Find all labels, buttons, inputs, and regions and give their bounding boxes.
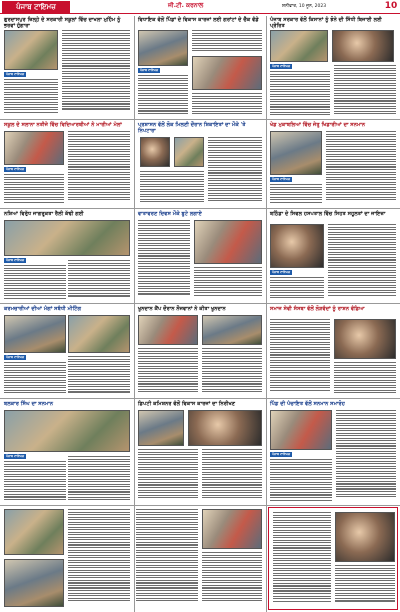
article-body bbox=[138, 449, 198, 503]
article-school-results bbox=[2, 121, 132, 207]
article-body bbox=[270, 319, 330, 396]
article-photo bbox=[270, 131, 322, 175]
headline: ਨਸ਼ਿਆਂ ਵਿਰੁੱਧ ਜਾਗਰੂਕਤਾ ਰੈਲੀ ਕੱਢੀ ਗਈ bbox=[4, 211, 84, 217]
article-body bbox=[334, 65, 396, 117]
article-tree-plantation bbox=[136, 210, 264, 302]
article-body bbox=[4, 265, 66, 301]
dateline-tag: ਪੰਜਾਬ ਟਾਇਮਜ਼ bbox=[6, 72, 25, 76]
article-body bbox=[4, 362, 66, 396]
article-employee-meeting bbox=[2, 305, 132, 397]
headline: ਸਕੂਲ ਦੇ ਸਲਾਨਾ ਨਤੀਜੇ ਵਿੱਚ ਵਿਦਿਆਰਥੀਆਂ ਨੇ ਮਾਰੀਆਂ ਮੱਲਾਂ bbox=[4, 122, 122, 128]
article-balkar-singh bbox=[2, 400, 132, 504]
article-drug-awareness bbox=[2, 210, 132, 302]
article-blood-donation bbox=[136, 305, 264, 397]
headline: ਗੁਰਦਾਸਪੁਰ ਜ਼ਿਲ੍ਹੇ ਦੇ ਸਰਕਾਰੀ ਸਕੂਲਾਂ ਵਿੱਚ ਦਾਖਲਾ ਮੁਹਿੰਮ ਨੂੰ ਭਰਵਾਂ ਹੁੰਗਾਰਾ bbox=[4, 17, 121, 30]
article-body bbox=[208, 137, 262, 206]
article-body bbox=[270, 277, 324, 301]
article-body bbox=[334, 362, 396, 396]
article-body bbox=[138, 75, 188, 117]
article-body bbox=[270, 184, 322, 206]
headline: ਵਾਤਾਵਰਣ ਦਿਵਸ ਮੌਕੇ ਬੂਟੇ ਲਗਾਏ bbox=[138, 211, 202, 217]
article-body bbox=[4, 174, 64, 206]
article-photo bbox=[335, 512, 395, 562]
row-divider bbox=[0, 505, 400, 506]
article-body bbox=[194, 267, 262, 301]
dateline-tag: ਪੰਜਾਬ ਟਾਇਮਜ਼ bbox=[140, 68, 159, 72]
article-photo bbox=[194, 220, 262, 264]
article-village-grants bbox=[136, 16, 264, 118]
article-body bbox=[202, 348, 262, 396]
boxed-feature bbox=[268, 507, 398, 610]
headline: ਖੇਡ ਮੁਕਾਬਲਿਆਂ ਵਿੱਚ ਜੇਤੂ ਖਿਡਾਰੀਆਂ ਦਾ ਸਨਮਾਨ bbox=[270, 122, 366, 128]
article-body bbox=[270, 71, 330, 117]
article-body bbox=[270, 459, 332, 503]
dateline-tag: ਪੰਜਾਬ ਟਾਇਮਜ਼ bbox=[272, 452, 291, 456]
article-body bbox=[336, 410, 396, 503]
article-dc-inspection bbox=[136, 400, 264, 504]
row-divider bbox=[0, 303, 400, 304]
dateline-tag: ਪੰਜਾਬ ਟਾਇਮਜ਼ bbox=[6, 258, 25, 262]
article-body bbox=[138, 348, 198, 396]
article-photo bbox=[4, 30, 58, 70]
article-body bbox=[62, 30, 130, 117]
column-divider bbox=[266, 16, 267, 612]
article-body bbox=[136, 509, 198, 607]
article-paddy-sowing bbox=[268, 16, 398, 118]
article-photo bbox=[138, 30, 188, 66]
dateline-tag: ਪੰਜਾਬ ਟਾਇਮਜ਼ bbox=[6, 454, 25, 458]
row-divider bbox=[0, 208, 400, 209]
article-body bbox=[68, 131, 130, 206]
article-photo bbox=[4, 131, 64, 165]
article-photo bbox=[192, 56, 262, 90]
article-body bbox=[273, 512, 331, 606]
article-body bbox=[68, 509, 130, 607]
headline: ਪੰਜਾਬ ਸਰਕਾਰ ਵੱਲੋਂ ਕਿਸਾਨਾਂ ਨੂੰ ਝੋਨੇ ਦੀ ਸਿੱਧੀ ਬਿਜਾਈ ਲਈ ਪ੍ਰੇਰਿਤ bbox=[270, 17, 382, 30]
article-photo bbox=[138, 315, 198, 345]
dateline-tag: ਪੰਜਾਬ ਟਾਇਮਜ਼ bbox=[6, 355, 25, 359]
article-bottom-wide bbox=[2, 507, 264, 610]
headline: ਵਿਧਾਇਕ ਵੱਲੋਂ ਪਿੰਡਾਂ ਦੇ ਵਿਕਾਸ ਕਾਰਜਾਂ ਲਈ ਗਰਾਂਟਾਂ ਦੇ ਚੈੱਕ ਵੰਡੇ bbox=[138, 17, 259, 23]
article-body bbox=[192, 30, 262, 54]
headline: ਡਿਪਟੀ ਕਮਿਸ਼ਨਰ ਵੱਲੋਂ ਵਿਕਾਸ ਕਾਰਜਾਂ ਦਾ ਨਿਰੀਖਣ bbox=[138, 401, 236, 407]
article-photo bbox=[68, 315, 130, 353]
article-panchayat-honour bbox=[268, 400, 398, 504]
row-divider bbox=[0, 398, 400, 399]
article-photo bbox=[188, 410, 262, 446]
article-photo bbox=[332, 30, 394, 62]
headline: ਸਮਾਜ ਸੇਵੀ ਸੰਸਥਾ ਵੱਲੋਂ ਲੋੜਵੰਦਾਂ ਨੂੰ ਰਾਸ਼ਨ ਵੰਡਿਆ bbox=[270, 306, 365, 312]
headline: ਖੂਨਦਾਨ ਕੈਂਪ ਦੌਰਾਨ ਨੌਜਵਾਨਾਂ ਨੇ ਕੀਤਾ ਖੂਨਦਾਨ bbox=[138, 306, 226, 312]
article-civil-hospital bbox=[268, 210, 398, 302]
article-photo bbox=[4, 220, 130, 256]
article-body bbox=[328, 224, 396, 301]
headline: ਪ੍ਰਸ਼ਾਸਨ ਵੱਲੋਂ ਲੋਕ ਮਿਲਣੀ ਦੌਰਾਨ ਸ਼ਿਕਾਇਤਾਂ ਦਾ ਮੌਕੇ 'ਤੇ ਨਿਪਟਾਰਾ bbox=[138, 122, 246, 135]
newspaper-logo: ਪੰਜਾਬ ਟਾਇਮਜ਼ bbox=[2, 1, 70, 13]
row-divider bbox=[0, 119, 400, 120]
article-body bbox=[68, 456, 130, 503]
headline: ਪਿੰਡ ਦੀ ਪੰਚਾਇਤ ਵੱਲੋਂ ਸਨਮਾਨ ਸਮਾਰੋਹ bbox=[270, 401, 345, 407]
article-body bbox=[68, 356, 130, 396]
article-photo bbox=[202, 509, 262, 549]
article-body bbox=[202, 552, 262, 607]
dateline-tag: ਪੰਜਾਬ ਟਾਇਮਜ਼ bbox=[6, 167, 25, 171]
article-photo bbox=[270, 224, 324, 268]
article-photo bbox=[202, 315, 262, 345]
page-number: 10 bbox=[384, 1, 398, 11]
headline: ਕਰਮਚਾਰੀਆਂ ਦੀਆਂ ਮੰਗਾਂ ਸਬੰਧੀ ਮੀਟਿੰਗ bbox=[4, 306, 82, 312]
article-photo bbox=[270, 410, 332, 450]
article-body bbox=[335, 565, 395, 606]
article-photo bbox=[174, 137, 204, 167]
article-body bbox=[326, 131, 396, 206]
headline: ਬਲਕਾਰ ਸਿੰਘ ਦਾ ਸਨਮਾਨ bbox=[4, 401, 54, 407]
article-school-admission bbox=[2, 16, 132, 118]
dateline-tag: ਪੰਜਾਬ ਟਾਇਮਜ਼ bbox=[272, 270, 291, 274]
masthead bbox=[0, 0, 400, 14]
article-photo bbox=[4, 410, 130, 452]
article-photo bbox=[4, 559, 64, 607]
article-body bbox=[4, 461, 66, 503]
dateline-tag: ਪੰਜਾਬ ਟਾਇਮਜ਼ bbox=[272, 64, 291, 68]
article-lok-milni bbox=[136, 121, 264, 207]
article-sports-honour bbox=[268, 121, 398, 207]
article-body bbox=[192, 93, 262, 117]
article-photo bbox=[140, 137, 170, 167]
article-photo bbox=[4, 509, 64, 555]
article-photo bbox=[334, 319, 396, 359]
article-body bbox=[140, 171, 204, 206]
article-ration-distribution bbox=[268, 305, 398, 397]
article-body bbox=[4, 79, 58, 117]
article-photo bbox=[138, 410, 184, 446]
edition-label: ਜੀ.ਟੀ. ਕਰਨਾਲ bbox=[168, 2, 204, 9]
issue-date: ਸ਼ਨੀਵਾਰ, 10 ਜੂਨ, 2023 bbox=[282, 4, 327, 9]
headline: ਬਠਿੰਡਾ ਦੇ ਸਿਵਲ ਹਸਪਤਾਲ ਵਿੱਚ ਸਿਹਤ ਸਹੂਲਤਾਂ ਦਾ ਜਾਇਜ਼ਾ bbox=[270, 211, 386, 217]
article-photo bbox=[270, 30, 328, 62]
article-body bbox=[68, 260, 130, 301]
article-body bbox=[138, 220, 190, 301]
dateline-tag: ਪੰਜਾਬ ਟਾਇਮਜ਼ bbox=[272, 177, 291, 181]
article-body bbox=[202, 449, 262, 503]
article-photo bbox=[4, 315, 66, 353]
